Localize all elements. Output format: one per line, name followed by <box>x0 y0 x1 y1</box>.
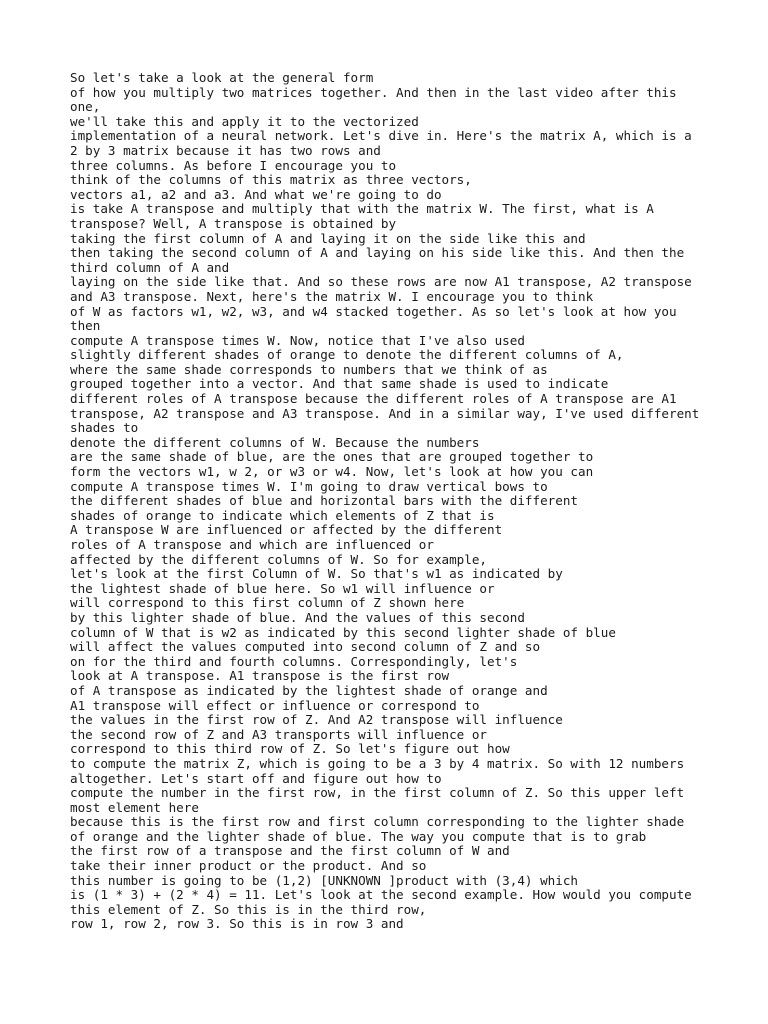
text-line: is take A transpose and multiply that with the matrix W. The first, what is A <box>70 201 654 217</box>
text-line: of how you multiply two matrices together. And then in the last video after this <box>70 84 677 100</box>
text-line: think of the columns of this matrix as three vectors, <box>70 172 472 188</box>
text-line: look at A transpose. A1 transpose is the first row <box>70 668 450 684</box>
text-line: to compute the matrix Z, which is going to be a 3 by 4 matrix. So with 12 numbers <box>70 755 685 771</box>
text-line: row 1, row 2, row 3. So this is in row 3 and <box>70 916 404 932</box>
text-line: let's look at the first Column of W. So that's w1 as indicated by <box>70 566 563 582</box>
text-line: column of W that is w2 as indicated by this second lighter shade of blue <box>70 624 616 640</box>
text-line: A transpose W are influenced or affected by the different <box>70 522 503 538</box>
text-line: laying on the side like that. And so these rows are now A1 transpose, A2 transpose <box>70 274 692 290</box>
text-line: this number is going to be (1,2) [UNKNOWN ]product with (3,4) which <box>70 872 578 888</box>
text-line: implementation of a neural network. Let's dive in. Here's the matrix A, which is a <box>70 128 692 144</box>
text-line: transpose? Well, A transpose is obtained by <box>70 215 397 231</box>
text-line: will affect the values computed into second column of Z and so <box>70 639 541 655</box>
text-line: will correspond to this first column of Z shown here <box>70 595 465 611</box>
text-line: taking the first column of A and laying it on the side like this and <box>70 230 586 246</box>
text-line: of A transpose as indicated by the lightest shade of orange and <box>70 682 548 698</box>
text-line: then taking the second column of A and laying on his side like this. And then the <box>70 245 685 261</box>
text-line: shades to <box>70 420 139 436</box>
text-line: are the same shade of blue, are the ones that are grouped together to <box>70 449 594 465</box>
text-line: third column of A and <box>70 259 230 275</box>
text-line: this element of Z. So this is in the third row, <box>70 901 427 917</box>
text-line: vectors a1, a2 and a3. And what we're going to do <box>70 186 442 202</box>
text-line: affected by the different columns of W. So for example, <box>70 551 488 567</box>
text-line: transpose, A2 transpose and A3 transpose. And in a similar way, I've used different <box>70 405 700 421</box>
text-line: 2 by 3 matrix because it has two rows and <box>70 142 381 158</box>
text-line: we'll take this and apply it to the vectorized <box>70 113 419 129</box>
text-line: and A3 transpose. Next, here's the matrix W. I encourage you to think <box>70 288 594 304</box>
text-line: then <box>70 318 101 334</box>
text-line: correspond to this third row of Z. So let's figure out how <box>70 741 510 757</box>
text-line: compute the number in the first row, in the first column of Z. So this upper left <box>70 785 685 801</box>
text-line: of orange and the lighter shade of blue. The way you compute that is to grab <box>70 828 647 844</box>
text-line: A1 transpose will effect or influence or correspond to <box>70 697 480 713</box>
text-line: the values in the first row of Z. And A2 transpose will influence <box>70 712 563 728</box>
text-line: of W as factors w1, w2, w3, and w4 stacked together. As so let's look at how you <box>70 303 677 319</box>
text-line: So let's take a look at the general form <box>70 70 374 85</box>
text-line: the second row of Z and A3 transports will influence or <box>70 726 488 742</box>
text-line: roles of A transpose and which are influenced or <box>70 537 434 552</box>
text-line: take their inner product or the product. And so <box>70 858 427 874</box>
text-line: because this is the first row and first column corresponding to the lighter shade <box>70 814 685 830</box>
text-line: the different shades of blue and horizontal bars with the different <box>70 493 578 509</box>
text-line: form the vectors w1, w 2, or w3 or w4. Now, let's look at how you can <box>70 464 594 480</box>
text-line: one, <box>70 99 101 115</box>
text-line: altogether. Let's start off and figure out how to <box>70 770 442 786</box>
text-line: three columns. As before I encourage you to <box>70 157 397 173</box>
text-line: the lightest shade of blue here. So w1 will influence or <box>70 580 495 596</box>
text-line: on for the third and fourth columns. Correspondingly, let's <box>70 653 518 669</box>
text-line: grouped together into a vector. And that same shade is used to indicate <box>70 376 609 392</box>
text-line: shades of orange to indicate which elements of Z that is <box>70 507 495 523</box>
text-line: where the same shade corresponds to numbers that we think of as <box>70 361 548 377</box>
text-line: compute A transpose times W. I'm going to draw vertical bows to <box>70 478 548 494</box>
text-line: is (1 * 3) + (2 * 4) = 11. Let's look at the second example. How would you compute <box>70 887 692 903</box>
text-line: slightly different shades of orange to denote the different columns of A, <box>70 347 624 363</box>
text-line: by this lighter shade of blue. And the values of this second <box>70 609 525 625</box>
text-line: the first row of a transpose and the first column of W and <box>70 843 510 859</box>
text-line: different roles of A transpose because the different roles of A transpose are A1 <box>70 391 677 407</box>
transcript-text <box>70 71 700 932</box>
text-line: most element here <box>70 799 199 815</box>
text-line: compute A transpose times W. Now, notice that I've also used <box>70 332 525 348</box>
text-line: denote the different columns of W. Because the numbers <box>70 434 480 450</box>
